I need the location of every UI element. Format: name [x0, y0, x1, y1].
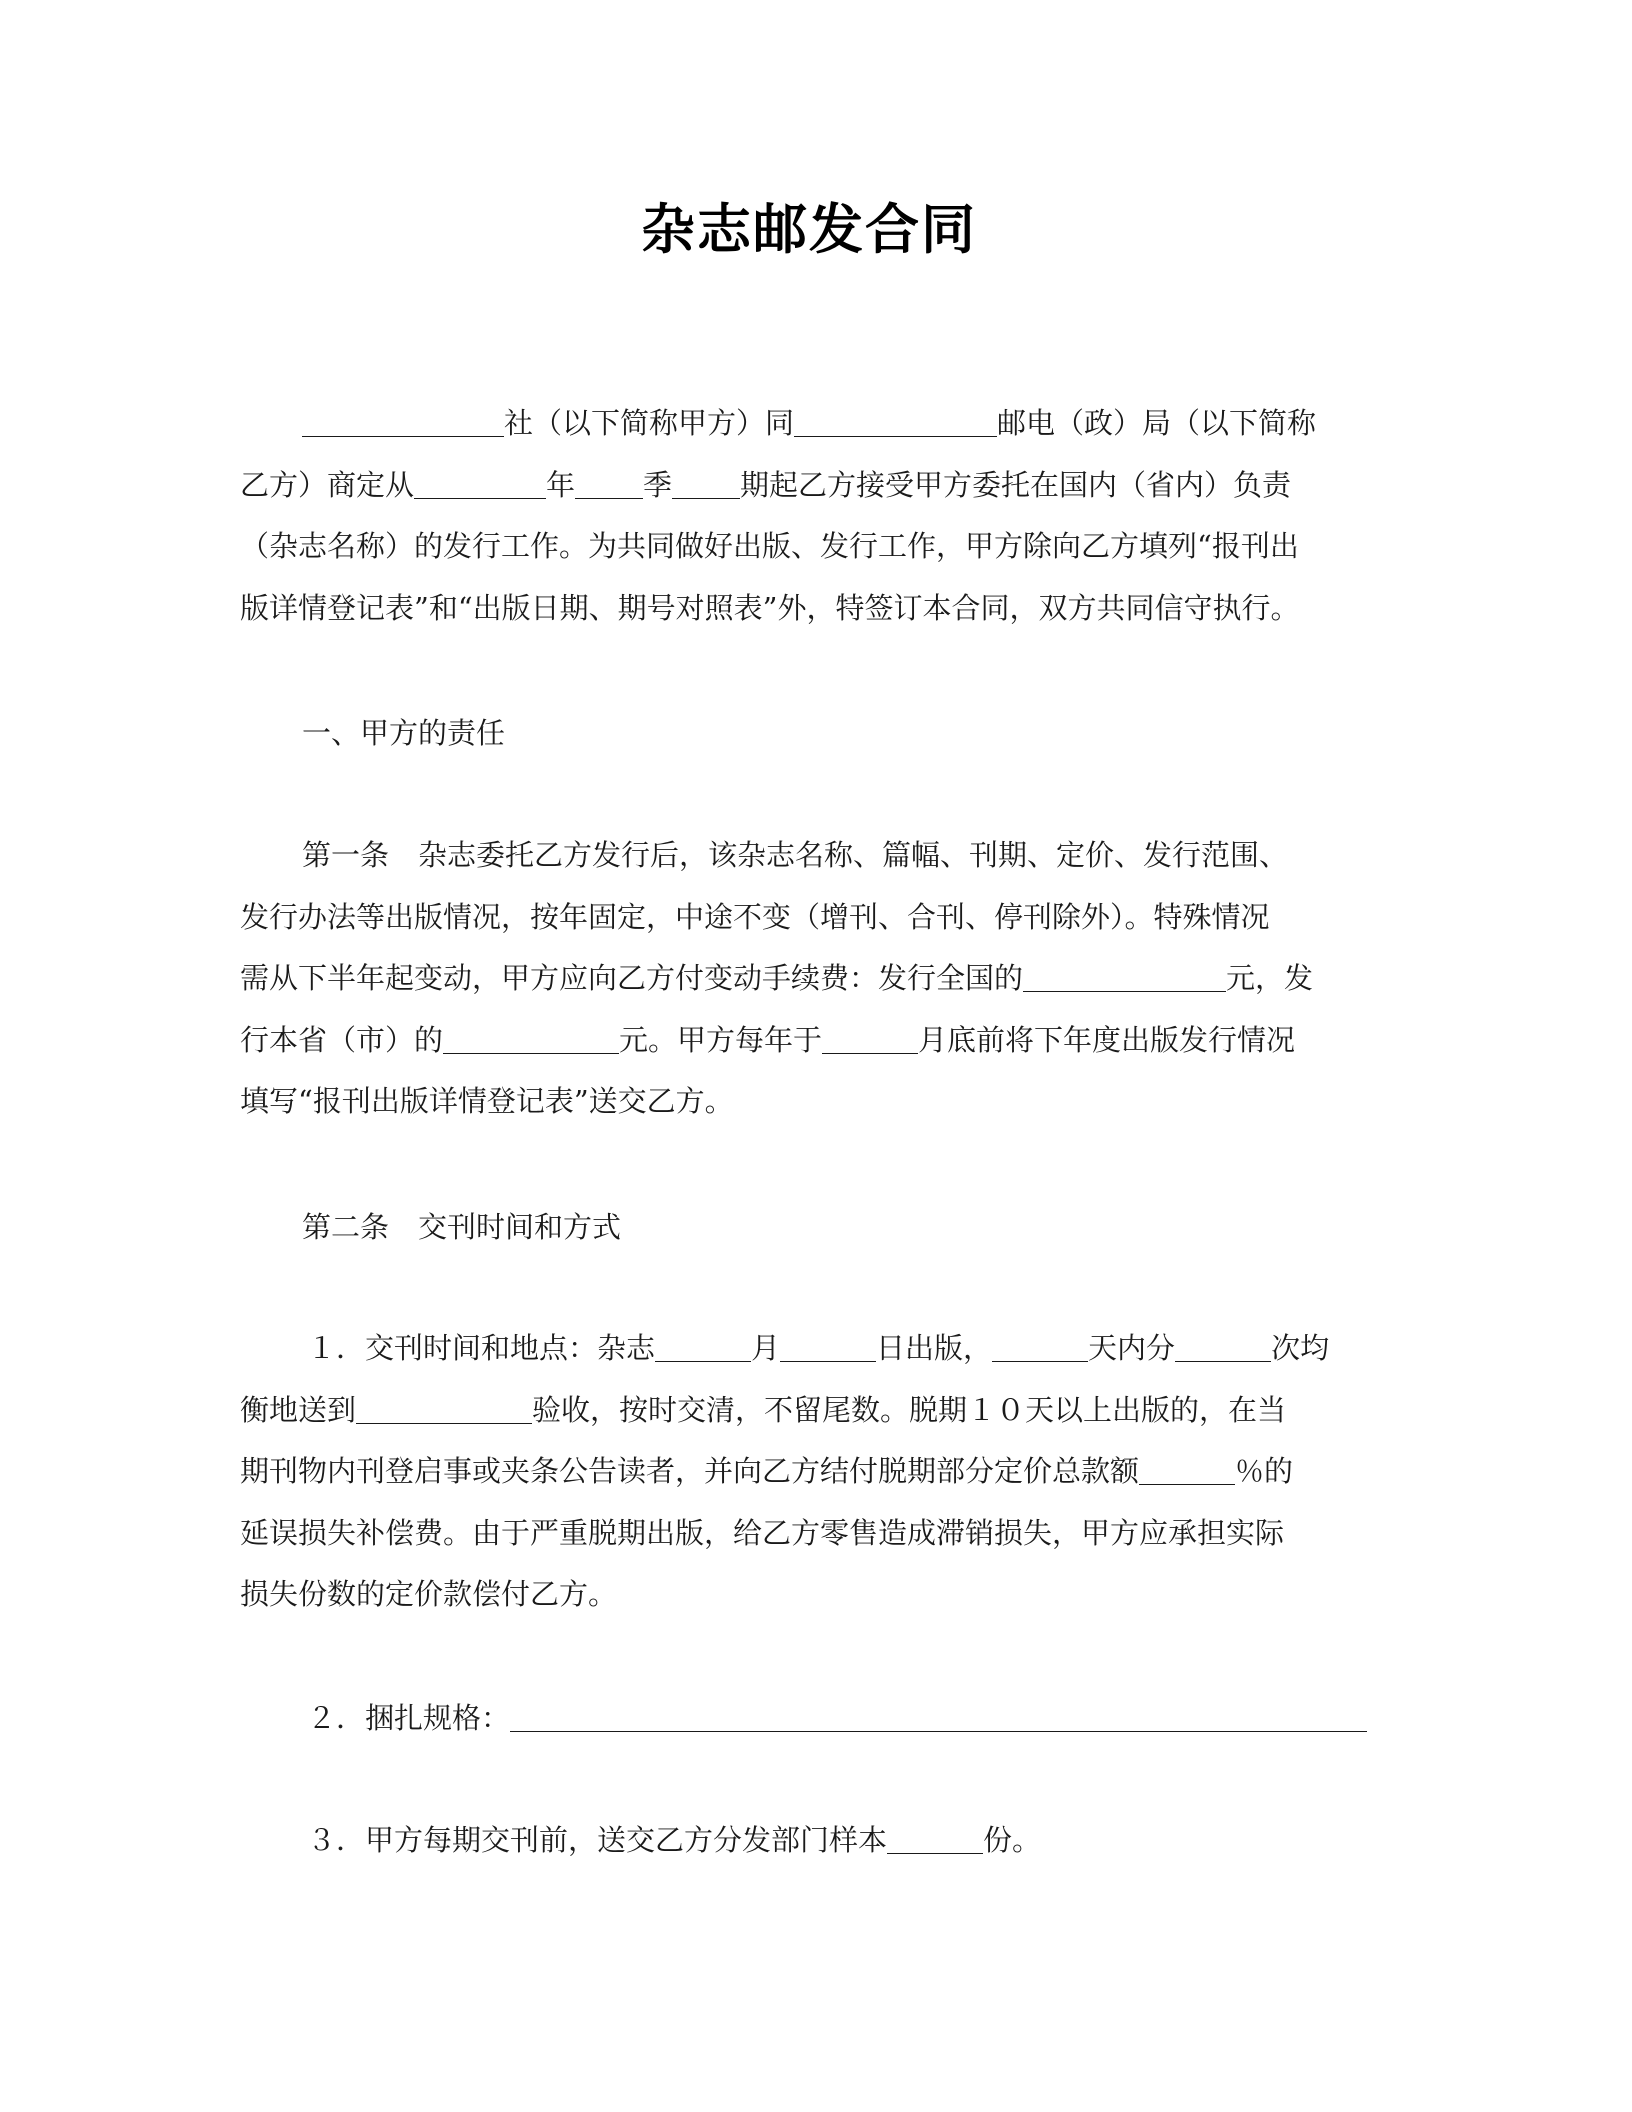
article-1-line-3: 需从下半年起变动，甲方应向乙方付变动手续费：发行全国的 元，发 — [240, 961, 1314, 995]
blank-times[interactable] — [1175, 1329, 1271, 1362]
intro-line-4: 版详情登记表”和“出版日期、期号对照表”外，特签订本合同，双方共同信守执行。 — [240, 590, 1300, 625]
blank-season[interactable] — [575, 466, 643, 499]
article-1-line-5: 填写“报刊出版详情登记表”送交乙方。 — [240, 1084, 734, 1118]
blank-issue[interactable] — [672, 466, 740, 499]
article-1-line-2: 发行办法等出版情况，按年固定，中途不变（增刊、合刊、停刊除外）。特殊情况 — [240, 899, 1270, 934]
intro-paragraph — [240, 393, 1378, 639]
blank-month[interactable] — [822, 1021, 918, 1054]
document-page — [240, 0, 1378, 2112]
article-1-paragraph — [240, 825, 1378, 1133]
document-title: 杂志邮发合同 — [641, 198, 977, 261]
blank-pub-day[interactable] — [780, 1329, 876, 1362]
blank-percent[interactable] — [1139, 1452, 1235, 1485]
item-1-line-3: 期刊物内刊登启事或夹条公告读者，并向乙方结付脱期部分定价总款额 ％的 — [240, 1454, 1294, 1488]
section-heading-party-a-duties: 一、甲方的责任 — [302, 716, 506, 750]
item-3-paragraph — [240, 1810, 1378, 1872]
blank-publisher[interactable] — [302, 404, 504, 437]
item-1-line-1: １．交刊时间和地点：杂志 月 日出版， 天内分 次均 — [307, 1331, 1330, 1365]
intro-line-1: 社（以下简称甲方）同 邮电（政）局（以下简称 — [240, 393, 1378, 455]
article-1-line-4: 行本省（市）的 元。甲方每年于 月底前将下年度出版发行情况 — [240, 1022, 1296, 1057]
item-1-line-2: 衡地送到 验收，按时交清，不留尾数。脱期１０天以上出版的，在当 — [240, 1392, 1287, 1427]
blank-national-fee[interactable] — [1023, 959, 1226, 992]
blank-post-bureau[interactable] — [794, 404, 997, 437]
item-2-line: ２．捆扎规格： — [240, 1688, 1378, 1750]
intro-line-2: 乙方）商定从 年 季 期起乙方接受甲方委托在国内（省内）负责 — [240, 467, 1292, 502]
item-1-line-5: 损失份数的定价款偿付乙方。 — [240, 1577, 618, 1611]
blank-days[interactable] — [992, 1329, 1088, 1362]
article-2-heading: 第二条 交刊时间和方式 — [302, 1210, 622, 1244]
blank-pub-month[interactable] — [655, 1329, 751, 1362]
blank-sample-count[interactable] — [887, 1821, 983, 1854]
blank-delivery-place[interactable] — [356, 1391, 532, 1424]
article-1-line-1: 第一条 杂志委托乙方发行后，该杂志名称、篇幅、刊期、定价、发行范围、 — [302, 838, 1289, 872]
item-1-paragraph — [240, 1318, 1378, 1626]
item-2-paragraph — [240, 1688, 1378, 1750]
item-3-line: ３．甲方每期交刊前，送交乙方分发部门样本 份。 — [307, 1823, 1042, 1857]
item-1-line-4: 延误损失补偿费。由于严重脱期出版，给乙方零售造成滞销损失，甲方应承担实际 — [240, 1515, 1285, 1550]
blank-provincial-fee[interactable] — [443, 1021, 619, 1054]
blank-year[interactable] — [414, 466, 546, 499]
blank-bundling-spec[interactable] — [510, 1699, 1367, 1732]
intro-line-3: （杂志名称）的发行工作。为共同做好出版、发行工作，甲方除向乙方填列“报刊出 — [240, 529, 1299, 563]
